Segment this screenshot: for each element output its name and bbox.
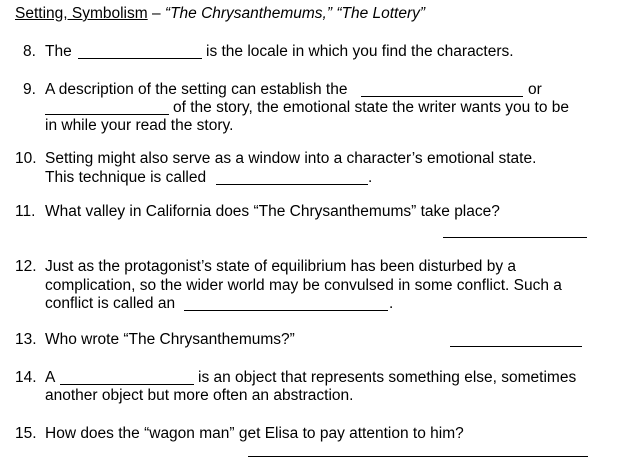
question-text: is an object that represents something else, sometimes (198, 369, 577, 386)
answer-blank[interactable] (60, 384, 194, 385)
question-text: in while your read the story. (45, 117, 234, 134)
question-text: . (368, 169, 373, 186)
question-number: 10. (15, 150, 37, 167)
question-text: complication, so the wider world may be convulsed in some conflict. Such a (45, 277, 562, 294)
question-text: of the story, the emotional state the writer wants you to be (173, 99, 570, 116)
answer-blank[interactable] (443, 237, 587, 238)
title-dash: – (147, 5, 165, 22)
question-number: 12. (15, 258, 37, 275)
question-number: 9. (23, 81, 36, 98)
question-text: or (528, 81, 542, 98)
question-text: conflict is called an (45, 295, 176, 312)
question-text: Setting might also serve as a window into a character’s emotional state. (45, 150, 537, 167)
question-text: A description of the setting can establish the (45, 81, 348, 98)
question-number: 14. (15, 369, 37, 386)
question-text: This technique is called (45, 169, 207, 186)
question-text: another object but more often an abstraction. (45, 387, 354, 404)
question-text: How does the “wagon man” get Elisa to pay attention to him? (45, 425, 464, 442)
answer-blank[interactable] (248, 456, 588, 457)
question-text: What valley in California does “The Chrysanthemums” take place? (45, 203, 500, 220)
answer-blank[interactable] (184, 310, 388, 311)
answer-blank[interactable] (216, 184, 368, 185)
question-number: 8. (23, 43, 36, 60)
title-topic: Setting, Symbolism (15, 5, 148, 22)
answer-blank[interactable] (450, 346, 582, 347)
question-text: Who wrote “The Chrysanthemums?” (45, 331, 295, 348)
question-text: . (389, 295, 394, 312)
answer-blank[interactable] (78, 58, 202, 59)
question-number: 13. (15, 331, 37, 348)
question-number: 11. (15, 203, 36, 220)
answer-blank[interactable] (45, 114, 169, 115)
question-number: 15. (15, 425, 37, 442)
question-text: The (45, 43, 72, 60)
question-text: A (45, 369, 56, 386)
worksheet-title (15, 5, 425, 24)
answer-blank[interactable] (361, 96, 523, 97)
question-text: Just as the protagonist’s state of equilibrium has been disturbed by a (45, 258, 517, 275)
question-text: is the locale in which you find the characters. (206, 43, 514, 60)
title-works: “The Chrysanthemums,” “The Lottery” (164, 5, 426, 22)
